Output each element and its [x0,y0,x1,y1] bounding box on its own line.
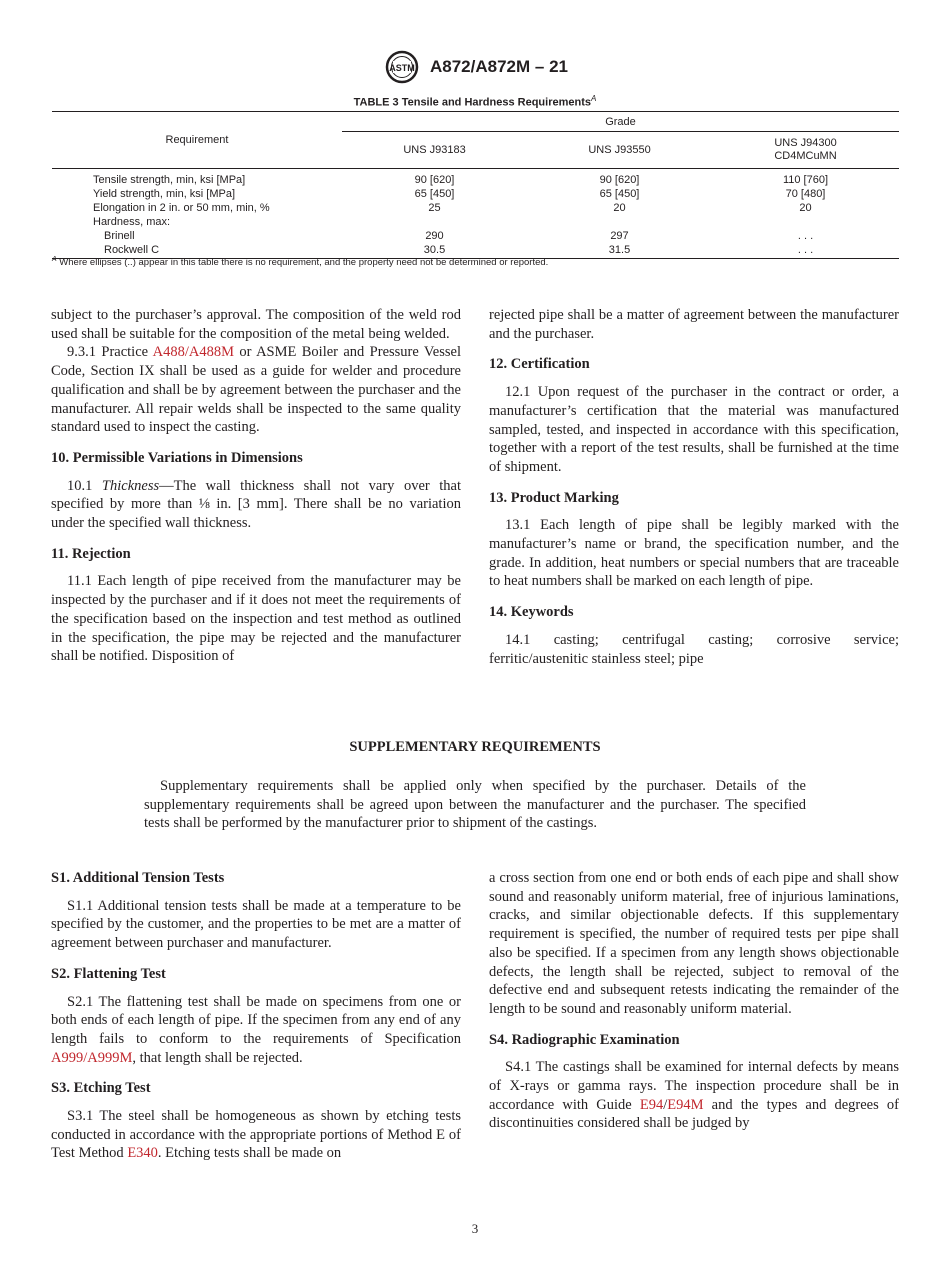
ref-link-a488[interactable]: A488/A488M [152,344,235,361]
page-number: 3 [471,1221,479,1236]
supplementary-intro: Supplementary requirements shall be applied only when specified by the purchaser. Details of the supplementary requirements shall be agreed upon between the manufacturer and the purchaser. The specified tests shall be performed by the manufacturer prior to shipment of the castings. [144,778,806,832]
astm-logo-icon [382,50,422,84]
paragraph: S1.1 Additional tension tests shall be made at a temperature to be specified by the customer, and the properties to be met are a matter of agreement between purchaser and manufacturer. [51,897,461,952]
svg-text:ASTM: ASTM [389,63,415,73]
paragraph: 10.1 Thickness—The wall thickness shall not vary over that specified by more than ⅛ in. [3 mm]. There shall be no variation under the specified wall thickness. [51,477,461,532]
section-heading: S4. Radiographic Examination [489,1031,680,1048]
left-column-lower [51,869,461,1163]
document-designation: A872/A872M – 21 [430,57,568,76]
paragraph: 11.1 Each length of pipe received from the manufacturer may be inspected by the purchaser and if it does not meet the requirements of the specification based on the inspection and test method as outlined in the specification, the pipe may be rejected and the manufacturer shall be notified. Disposition of [51,573,461,665]
right-column-lower [489,869,899,1133]
paragraph: 14.1 casting; centrifugal casting; corrosive service; ferritic/austenitic stainless steel; pipe [489,631,899,667]
grade-header: UNS J93550 [527,132,712,169]
right-column-upper [489,306,899,668]
paragraph: a cross section from one end or both ends of each pipe and shall show sound and reasonably uniform material, free of injurious laminations, cracks, and similar objectionable defects. If this supplementary requirement is specified, the number of required tests per pipe shall also be specified. If a specimen from any length shows objectionable defects, the length shall be rejected, subject to removal of the defective end and subsequent retests indicating the remainder of the length to be sound and reasonably uniform material. [489,870,899,1017]
table-title: TABLE 3 Tensile and Hardness Requirements$^A$ [353,94,597,109]
section-heading: 11. Rejection [51,545,131,562]
section-heading: S1. Additional Tension Tests [51,870,225,886]
ref-link-e94[interactable]: E94 [639,1096,664,1113]
grade-header: UNS J94300 CD4MCuMN [712,132,899,169]
table-title-note: A [591,94,597,103]
section-heading: S2. Flattening Test [51,965,166,982]
table-row: Hardness, max: [93,216,171,228]
paragraph: S4.1 The castings shall be examined for internal defects by means of X-rays or gamma rays. The inspection procedure shall be in accordance with Guide E94/E94M and the types and degrees of discontinuities considered shall be judged by [489,1059,899,1132]
section-heading: 12. Certification [489,356,590,373]
paragraph: 13.1 Each length of pipe shall be legibly marked with the manufacturer’s name or brand, the specification number, and the grade. In addition, heat numbers or special numbers that are traceable to heat numbers shall be marked on each length of pipe. [489,517,899,590]
section-heading: 13. Product Marking [489,489,619,506]
paragraph: S3.1 The steel shall be homogeneous as shown by etching tests conducted in accordance with the appropriate portions of Method E of Test Method E340. Etching tests shall be made on [51,1108,461,1162]
ref-link-e94m[interactable]: E94M [667,1096,704,1113]
requirements-table [52,111,899,259]
table-row: Rockwell C 30.5 31.5 . . . [52,243,899,259]
paragraph: subject to the purchaser’s approval. The composition of the weld rod used shall be suitable for the composition of the metal being welded. [51,307,461,342]
paragraph: 12.1 Upon request of the purchaser in the contract or order, a manufacturer’s certification that the material was manufactured sampled, tested, and inspected in accordance with this specification, together with a report of the test results, shall be furnished at the time of shipment. [489,384,899,475]
section-heading: 10. Permissible Variations in Dimensions [51,449,303,466]
table-row: Tensile strength, min, ksi [MPa] 90 [620] 90 [620] 110 [760] [93,174,829,186]
grade-header: UNS J93183 [342,132,527,169]
page-header [0,50,950,84]
paragraph: S2.1 The flattening test shall be made on specimens from one or both ends of each length of pipe. If the specimen from any end of any length fails to conform to the requirements of Specification A999/A999M, that length shall be rejected. [51,993,461,1066]
table-footnote: $^A$ Where ellipses (..) appear in this table there is no requirement, and the property need not be determined or reported. [52,256,549,269]
table-row: Elongation in 2 in. or 50 mm, min, % 25 20 20 [93,202,812,214]
ref-link-a999[interactable]: A999/A999M [51,1049,133,1066]
col-grade-header: Grade [342,112,899,132]
table-row: Brinell 290 297 . . . [104,230,814,242]
table-row: Yield strength, min, ksi [MPa] 65 [450] 65 [450] 70 [480] [93,188,826,200]
ref-link-e340[interactable]: E340 [127,1145,158,1162]
paragraph: 9.3.1 Practice A488/A488M or ASME Boiler and Pressure Vessel Code, Section IX shall be used as a guide for welder and procedure qualification and shall be by agreement between the purchaser and the manufacturer. All repair welds shall be inspected to the same quality standard used to inspect the casting. [51,344,461,436]
section-heading: 14. Keywords [489,604,574,621]
paragraph: rejected pipe shall be a matter of agreement between the manufacturer and the purchaser. [489,307,899,342]
section-heading: S3. Etching Test [51,1080,151,1097]
col-requirement-header: Requirement [52,112,342,169]
supplementary-title: SUPPLEMENTARY REQUIREMENTS [349,739,601,755]
left-column-upper [51,306,461,666]
